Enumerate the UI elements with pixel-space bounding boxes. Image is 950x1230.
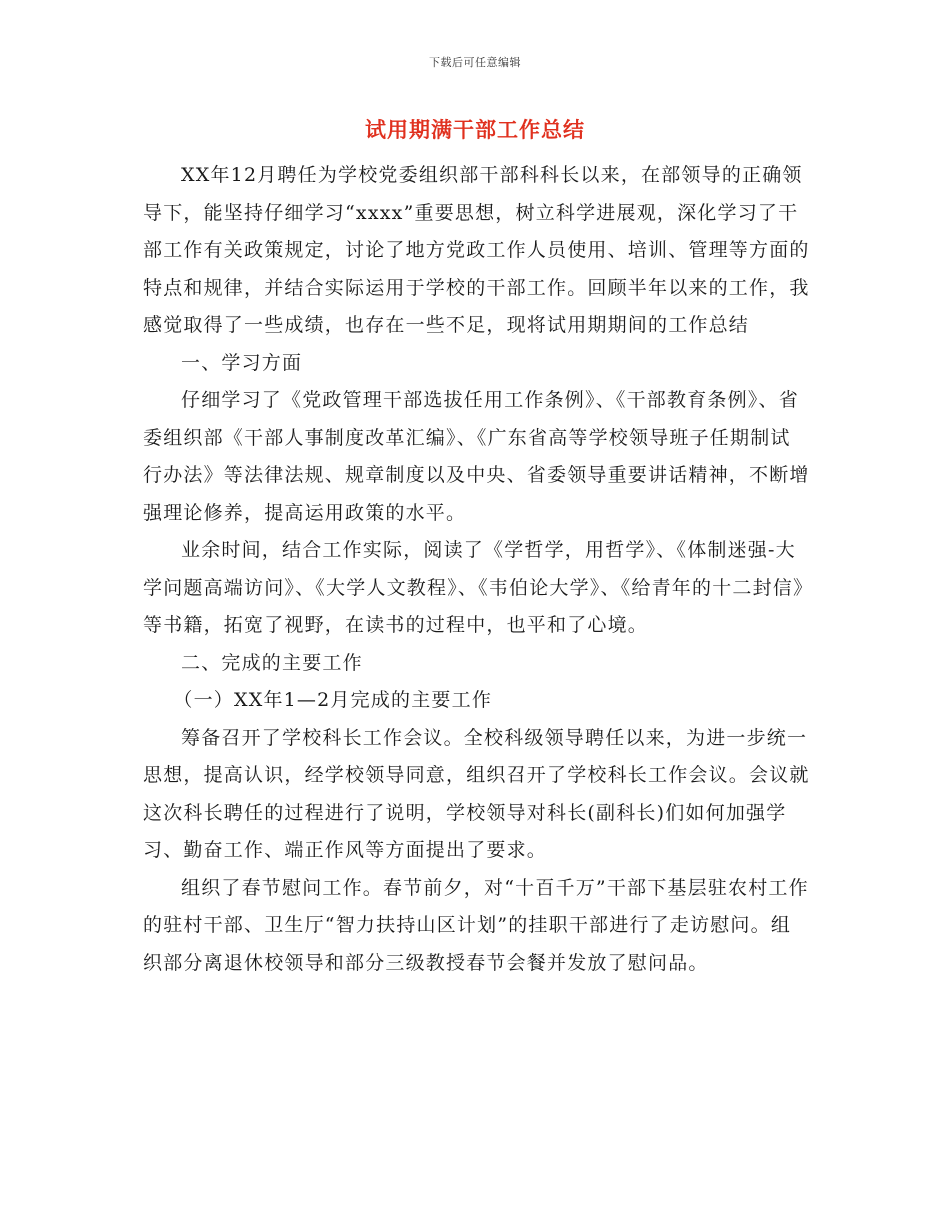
section-heading-study: 一、学习方面 [181,351,303,374]
paragraph-intro: XX年12月聘任为学校党委组织部干部科科长以来，在部领导的正确领导下，能坚持仔细学习“xxxx”重要思想，树立科学进展观，深化学习了干部工作有关政策规定，讨论了地方党政工作人员使用、培训、管理等方面的特点和规律，并结合实际运用于学校的干部工作。回顾半年以来的工作，我感觉取得了一些成绩，也存在一些不足，现将试用期期间的工作总结 [143,164,810,336]
document-title: 试用期满干部工作总结 [365,117,585,142]
document-body [143,157,810,982]
paragraph-study-2: 业余时间，结合工作实际，阅读了《学哲学，用哲学》、《体制迷强-大学问题高端访问》、《大学人文教程》、《韦伯论大学》、《给青年的十二封信》等书籍，拓宽了视野，在读书的过程中，也平和了心境。 [143,539,804,636]
paragraph-study-1: 仔细学习了《党政管理干部选拔任用工作条例》、《干部教育条例》、省委组织部《干部人事制度改革汇编》、《广东省高等学校领导班子任期制试行办法》等法律法规、规章制度以及中央、省委领导重要讲话精神，不断增强理论修养，提高运用政策的水平。 [143,389,810,524]
header-note: 下载后可任意编辑 [429,56,521,69]
section-heading-work: 二、完成的主要工作 [181,651,363,674]
paragraph-work-1: 筹备召开了学校科长工作会议。全校科级领导聘任以来，为进一步统一思想，提高认识，经学校领导同意，组织召开了学校科长工作会议。会议就这次科长聘任的过程进行了说明，学校领导对科长(副科长)们如何加强学习、勤奋工作、端正作风等方面提出了要求。 [143,726,810,861]
paragraph-work-2: 组织了春节慰问工作。春节前夕，对“十百千万”干部下基层驻农村工作的驻村干部、卫生厅“智力扶持山区计划”的挂职干部进行了走访慰问。组织部分离退休校领导和部分三级教授春节会餐并发放了慰问品。 [143,876,809,974]
subsection-heading-jan-feb: （一）XX年1—2月完成的主要工作 [173,689,493,711]
